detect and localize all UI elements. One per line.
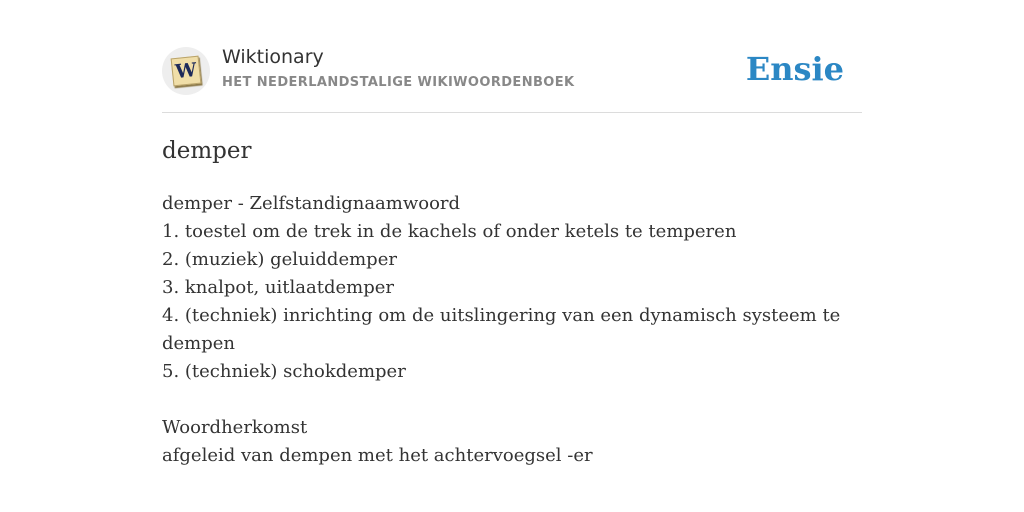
definition-item-1: 1. toestel om de trek in de kachels of onder ketels te temperen (162, 221, 737, 242)
etymology-heading: Woordherkomst (162, 417, 308, 438)
entry-body (162, 190, 862, 470)
definition-item-5: 5. (techniek) schokdemper (162, 361, 406, 382)
content-container (162, 0, 862, 466)
ensie-brand-logo[interactable]: Ensie (745, 50, 844, 88)
section-spacer (162, 386, 862, 414)
definition-item-4: 4. (techniek) inrichting om de uitslingering van een dynamisch systeem te dempen (162, 305, 841, 354)
definition-heading: demper - Zelfstandignaamwoord (162, 193, 461, 214)
header (162, 0, 862, 113)
page-title: demper (162, 138, 252, 164)
site-name[interactable]: Wiktionary (222, 46, 324, 68)
wiktionary-logo[interactable] (162, 47, 210, 95)
definition-item-3: 3. knalpot, uitlaatdemper (162, 277, 394, 298)
wiktionary-tile-icon: W (171, 56, 202, 87)
site-tagline: HET NEDERLANDSTALIGE WIKIWOORDENBOEK (222, 75, 575, 90)
etymology-text: afgeleid van dempen met het achtervoegsel -er (162, 445, 593, 466)
definition-item-2: 2. (muziek) geluiddemper (162, 249, 397, 270)
